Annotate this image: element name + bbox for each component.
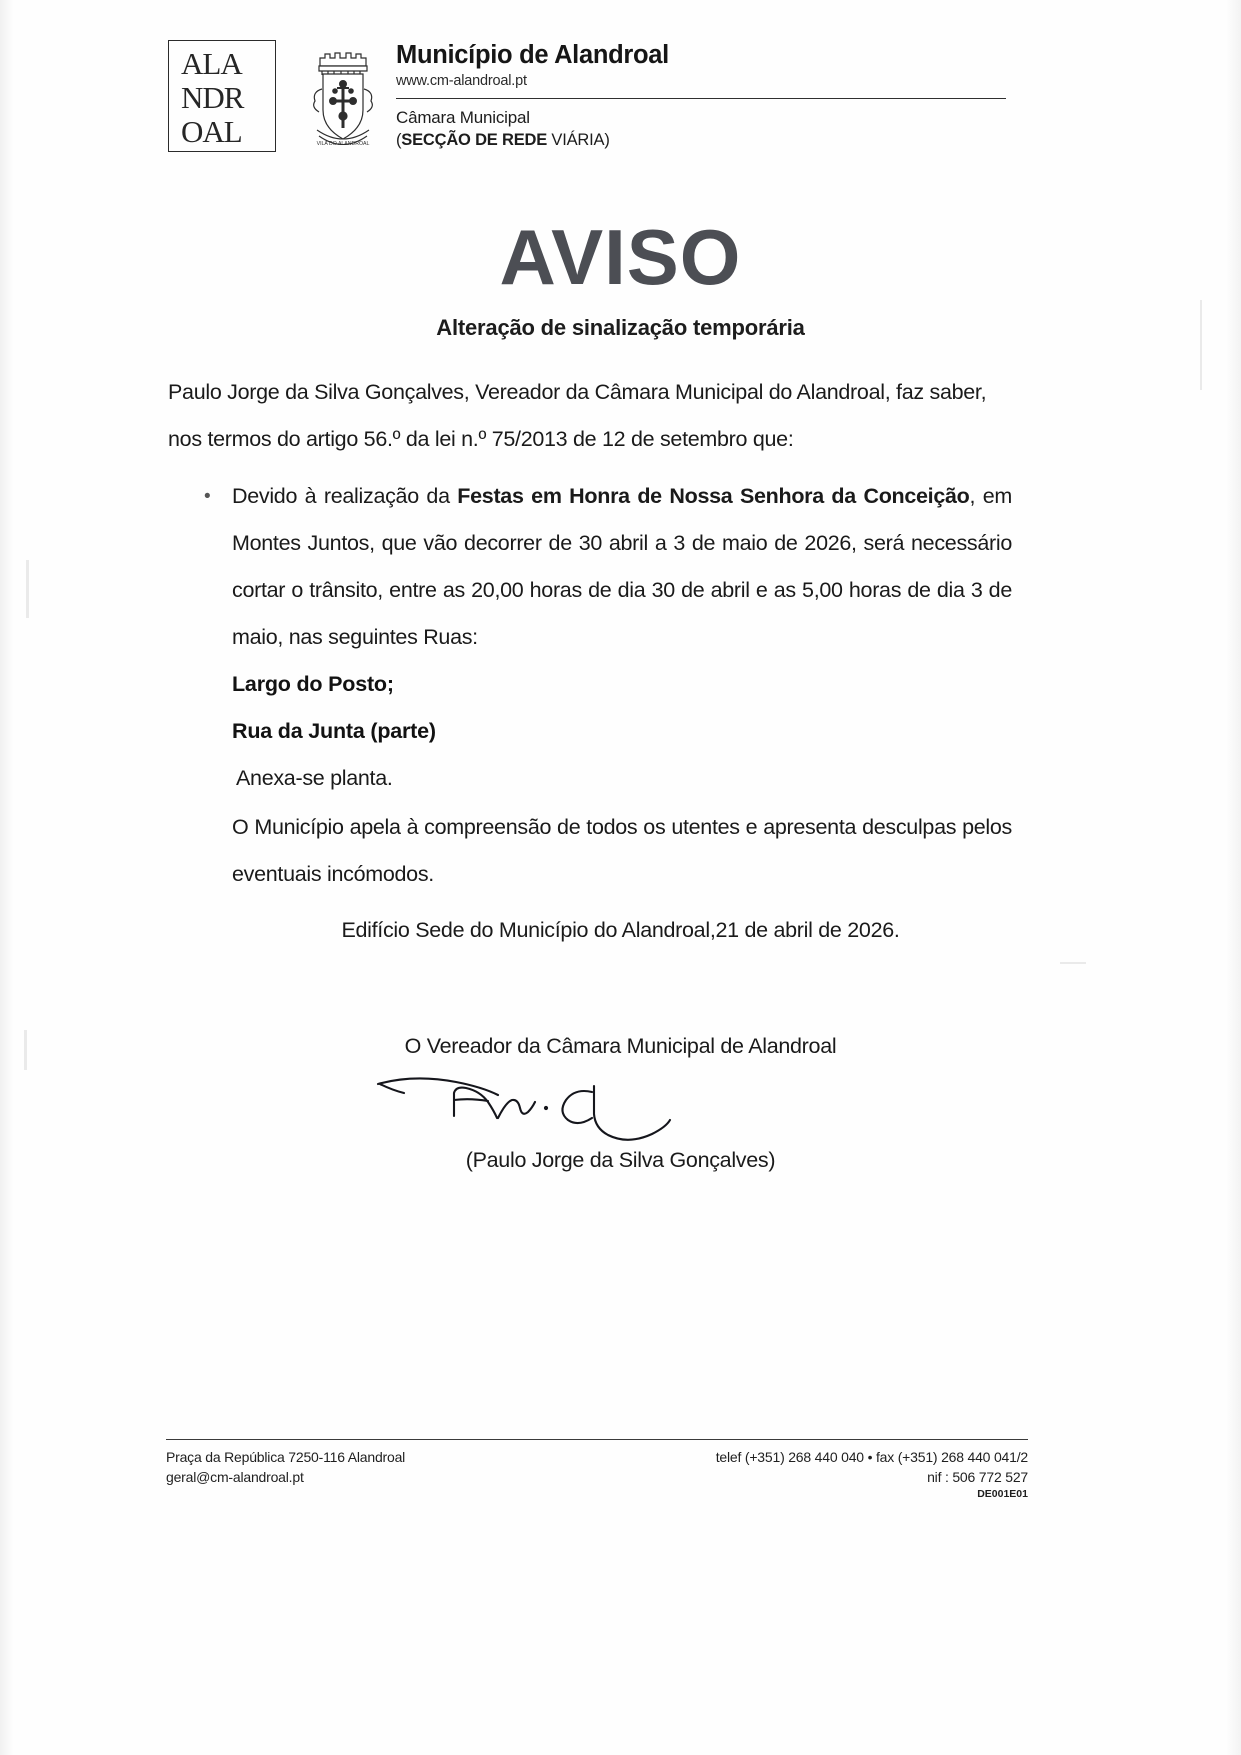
document-footer bbox=[166, 1447, 1028, 1527]
footer-phone-fax: telef (+351) 268 440 040 • fax (+351) 268 440 041/2 bbox=[715, 1449, 1028, 1465]
page-subtitle: Alteração de sinalização temporária bbox=[436, 315, 805, 340]
annex-note: Anexa-se planta. bbox=[236, 766, 393, 790]
section-rest: VIÁRIA) bbox=[547, 131, 610, 149]
document-header bbox=[168, 36, 1013, 158]
signer-title: O Vereador da Câmara Municipal de Alandroal bbox=[404, 1034, 837, 1058]
bullet-item bbox=[200, 473, 1012, 661]
coat-of-arms-icon bbox=[304, 44, 382, 152]
section-bold: SECÇÃO DE REDE bbox=[401, 131, 548, 149]
street-name-2: Rua da Junta (parte) bbox=[232, 719, 436, 743]
scan-speck bbox=[1060, 962, 1086, 964]
bullet-text-part2: , em Montes Juntos, que vão decorrer de 30 abril a 3 de maio de 2026, será necessário cortar o trânsito, entre as 20,00 horas de dia 30 de abril e as 5,00 horas de dia 3 de maio, nas seguintes Ruas: bbox=[232, 484, 1013, 649]
footer-email: geral@cm-alandroal.pt bbox=[166, 1469, 304, 1485]
logo-line-2: NDR bbox=[181, 80, 244, 115]
page-title: AVISO bbox=[499, 213, 742, 301]
bullet-marker-icon: • bbox=[204, 486, 211, 507]
notice-bullet-block bbox=[200, 473, 1012, 898]
footer-contact-left bbox=[166, 1447, 405, 1487]
section-prefix: ( bbox=[396, 131, 402, 149]
footer-address: Praça da República 7250-116 Alandroal bbox=[166, 1449, 406, 1465]
scan-speck bbox=[26, 560, 29, 618]
intro-paragraph: Paulo Jorge da Silva Gonçalves, Vereador da Câmara Municipal do Alandroal, faz saber, nos termos do artigo 56.º da lei n.º 75/2013 de 12 de setembro que: bbox=[168, 380, 987, 451]
bullet-paragraph bbox=[232, 473, 1012, 661]
header-text-block bbox=[396, 36, 1013, 151]
event-name: Festas em Honra de Nossa Senhora da Conceição bbox=[457, 484, 970, 508]
section-label bbox=[396, 129, 1013, 151]
footer-doc-code: DE001E01 bbox=[977, 1488, 1028, 1500]
municipality-website: www.cm-alandroal.pt bbox=[396, 73, 527, 89]
footer-divider bbox=[166, 1439, 1028, 1440]
footer-nif: nif : 506 772 527 bbox=[927, 1469, 1028, 1485]
alandroal-wordmark-logo bbox=[168, 40, 276, 152]
scan-speck bbox=[1200, 300, 1202, 390]
logo-line-1: ALA bbox=[181, 46, 242, 81]
department-label: Câmara Municipal bbox=[396, 108, 530, 127]
signer-name: (Paulo Jorge da Silva Gonçalves) bbox=[465, 1148, 776, 1172]
footer-contact-right bbox=[716, 1447, 1028, 1502]
place-and-date: Edifício Sede do Município do Alandroal,21 de abril de 2026. bbox=[341, 918, 900, 942]
street-name-1: Largo do Posto; bbox=[232, 672, 394, 696]
crest-ribbon-text: VILA DO ALANDROAL bbox=[316, 141, 370, 147]
bullet-text-part1: Devido à realização da bbox=[232, 484, 458, 508]
logo-line-3: OAL bbox=[181, 114, 242, 149]
municipality-title: Município de Alandroal bbox=[396, 41, 669, 69]
apology-paragraph: O Município apela à compreensão de todos os utentes e apresenta desculpas pelos eventuais incómodos. bbox=[232, 815, 1012, 886]
